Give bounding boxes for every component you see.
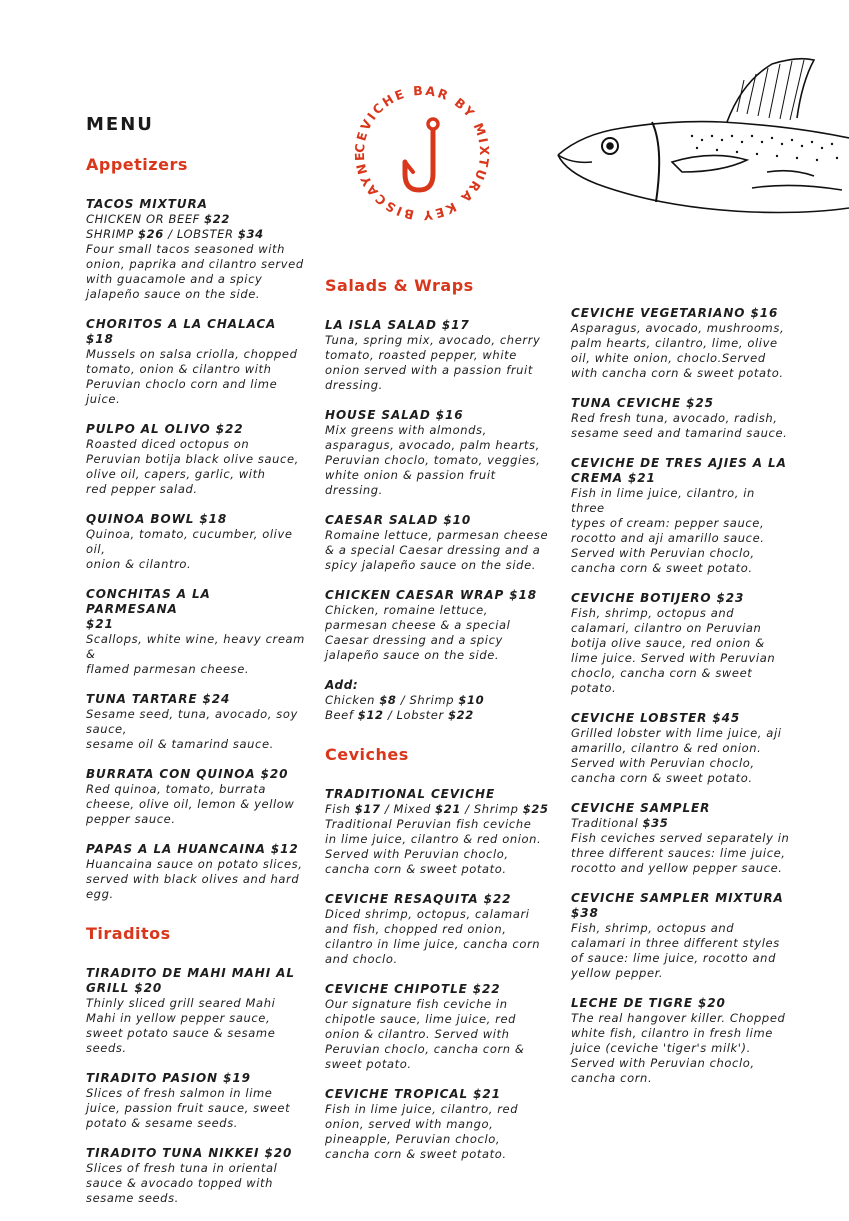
- item-desc: parmesan cheese & a special: [325, 618, 511, 632]
- item-desc: &: [86, 647, 96, 661]
- item-desc: onion, paprika and cilantro served: [86, 257, 304, 271]
- item-name: LA ISLA SALAD $17: [325, 318, 470, 332]
- menu-item: [325, 1087, 550, 1162]
- item-desc: cancha corn.: [571, 1071, 653, 1085]
- item-desc: and choclo.: [325, 952, 398, 966]
- item-desc: Four small tacos seasoned with: [86, 242, 286, 256]
- salads-heading: Salads & Wraps: [325, 276, 474, 295]
- item-name: TIRADITO DE MAHI MAHI AL: [86, 966, 295, 980]
- menu-item: [86, 587, 306, 677]
- item-desc: calamari, cilantro on Peruvian: [571, 621, 762, 635]
- item-desc: cancha corn & sweet potato.: [571, 561, 753, 575]
- tiraditos-heading: Tiraditos: [86, 924, 171, 943]
- menu-item-tacos-mixtura: [86, 197, 306, 302]
- item-desc: Red quinoa, tomato, burrata: [86, 782, 266, 796]
- add-label: Add:: [325, 678, 359, 692]
- menu-item: [86, 767, 306, 827]
- item-name: CEVICHE CHIPOTLE $22: [325, 982, 501, 996]
- item-name: CEVICHE DE TRES AJIES A LA: [571, 456, 787, 470]
- item-desc: Served with Peruvian choclo,: [325, 847, 509, 861]
- item-price-line: Fish $17 / Mixed $21 / Shrimp $25: [325, 802, 549, 816]
- svg-text:CEVICHE BAR BY MIXTURA KEY BIS: [352, 83, 492, 223]
- item-desc: Mussels on salsa criolla, chopped: [86, 347, 298, 361]
- item-desc: Scallops, white wine, heavy cream: [86, 632, 305, 646]
- fish-hook-icon: [405, 119, 438, 190]
- menu-item: [571, 801, 791, 876]
- item-desc: Served with Peruvian choclo,: [571, 756, 755, 770]
- item-desc: juice.: [86, 392, 121, 406]
- item-desc: Tuna, spring mix, avocado, cherry: [325, 333, 541, 347]
- item-desc: red pepper salad.: [86, 482, 198, 496]
- item-name: PAPAS A LA HUANCAINA $12: [86, 842, 299, 856]
- item-desc: Traditional Peruvian fish ceviche: [325, 817, 532, 831]
- item-name: CEVICHE SAMPLER MIXTURA: [571, 891, 784, 905]
- item-desc: Roasted diced octopus on: [86, 437, 250, 451]
- item-price-line: CHICKEN OR BEEF $22: [86, 212, 230, 226]
- item-desc: juice (ceviche 'tiger's milk').: [571, 1041, 751, 1055]
- item-desc: with guacamole and a spicy: [86, 272, 263, 286]
- item-desc: cancha corn & sweet potato.: [571, 771, 753, 785]
- item-desc: Served with Peruvian choclo,: [571, 1056, 755, 1070]
- item-desc: Huancaina sauce on potato slices,: [86, 857, 303, 871]
- menu-item: [325, 892, 550, 967]
- item-desc: amarillo, cilantro & red onion.: [571, 741, 762, 755]
- column-right: [571, 306, 791, 1101]
- item-desc: rocotto and yellow pepper sauce.: [571, 861, 783, 875]
- item-desc: cilantro in lime juice, cancha corn: [325, 937, 541, 951]
- item-name: TRADITIONAL CEVICHE: [325, 787, 496, 801]
- item-desc: juice, passion fruit sauce, sweet: [86, 1101, 291, 1115]
- item-desc: Diced shrimp, octopus, calamari: [325, 907, 530, 921]
- item-desc: white fish, cilantro in fresh lime: [571, 1026, 773, 1040]
- item-price-line: SHRIMP $26 / LOBSTER $34: [86, 227, 264, 241]
- add-line: Chicken $8 / Shrimp $10: [325, 693, 485, 707]
- item-desc: pepper sauce.: [86, 812, 176, 826]
- item-desc: Romaine lettuce, parmesan cheese: [325, 528, 549, 542]
- item-desc: potato & sesame seeds.: [86, 1116, 239, 1130]
- item-desc: with cancha corn & sweet potato.: [571, 366, 784, 380]
- item-desc: Quinoa, tomato, cucumber, olive: [86, 527, 293, 541]
- item-desc: sesame seeds.: [86, 1191, 179, 1205]
- item-desc: of sauce: lime juice, rocotto and: [571, 951, 776, 965]
- column-left: [86, 155, 306, 1221]
- item-desc: and fish, chopped red onion,: [325, 922, 507, 936]
- item-name: CHORITOS A LA CHALACA $18: [86, 317, 277, 346]
- item-desc: cancha corn & sweet potato.: [325, 1147, 507, 1161]
- item-name: CEVICHE RESAQUITA $22: [325, 892, 512, 906]
- menu-item: [325, 513, 550, 573]
- item-desc: & a special Caesar dressing and a: [325, 543, 541, 557]
- item-desc: Slices of fresh salmon in lime: [86, 1086, 273, 1100]
- item-desc: Peruvian choclo, cancha corn &: [325, 1042, 525, 1056]
- item-desc: chipotle sauce, lime juice, red: [325, 1012, 517, 1026]
- item-desc: spicy jalapeño sauce on the side.: [325, 558, 537, 572]
- item-desc: types of cream: pepper sauce,: [571, 516, 765, 530]
- item-desc: Asparagus, avocado, mushrooms,: [571, 321, 785, 335]
- item-desc: Thinly sliced grill seared Mahi: [86, 996, 276, 1010]
- item-desc: oil, white onion, choclo.Served: [571, 351, 766, 365]
- appetizers-heading: Appetizers: [86, 155, 188, 174]
- menu-item: [86, 966, 306, 1056]
- item-desc: dressing.: [325, 483, 383, 497]
- item-desc: sweet potato sauce & sesame: [86, 1026, 276, 1040]
- item-desc: Peruvian botija black olive sauce,: [86, 452, 299, 466]
- item-desc: sesame seed and tamarind sauce.: [571, 426, 788, 440]
- item-desc: egg.: [86, 887, 114, 901]
- item-desc: seeds.: [86, 1041, 127, 1055]
- menu-item: [571, 891, 791, 981]
- item-name: GRILL $20: [86, 981, 163, 995]
- item-desc: white onion & passion fruit: [325, 468, 496, 482]
- menu-item: [86, 512, 306, 572]
- menu-item: [571, 996, 791, 1086]
- item-desc: choclo, cancha corn & sweet: [571, 666, 753, 680]
- item-desc: Fish, shrimp, octopus and: [571, 921, 735, 935]
- item-desc: tomato, onion & cilantro with: [86, 362, 272, 376]
- menu-item: [325, 982, 550, 1072]
- column-middle: [325, 276, 550, 1177]
- menu-item: [571, 711, 791, 786]
- item-name: $38: [571, 906, 599, 920]
- item-name: TUNA CEVICHE $25: [571, 396, 714, 410]
- item-desc: Fish ceviches served separately in: [571, 831, 790, 845]
- item-desc: Served with Peruvian choclo,: [571, 546, 755, 560]
- item-desc: Chicken, romaine lettuce,: [325, 603, 489, 617]
- add-ons: [325, 678, 550, 723]
- item-desc: in lime juice, cilantro & red onion.: [325, 832, 542, 846]
- item-desc: Fish in lime juice, cilantro, red: [325, 1102, 519, 1116]
- item-name: CEVICHE LOBSTER $45: [571, 711, 741, 725]
- item-desc: olive oil, capers, garlic, with: [86, 467, 266, 481]
- item-desc: Caesar dressing and a spicy: [325, 633, 503, 647]
- fish-illustration: [552, 52, 849, 222]
- item-desc: sesame oil & tamarind sauce.: [86, 737, 274, 751]
- item-desc: palm hearts, cilantro, lime, olive: [571, 336, 778, 350]
- item-desc: onion & cilantro.: [86, 557, 192, 571]
- menu-item: [86, 422, 306, 497]
- item-name: CHICKEN CAESAR WRAP $18: [325, 588, 537, 602]
- item-desc: cheese, olive oil, lemon & yellow: [86, 797, 295, 811]
- item-name: PULPO AL OLIVO $22: [86, 422, 244, 436]
- item-desc: flamed parmesan cheese.: [86, 662, 250, 676]
- item-desc: botija olive sauce, red onion &: [571, 636, 765, 650]
- item-desc: Fish in lime juice, cilantro, in three: [571, 486, 755, 515]
- item-name: $21: [86, 617, 114, 631]
- ceviches-heading: Ceviches: [325, 745, 409, 764]
- item-desc: pineapple, Peruvian choclo,: [325, 1132, 501, 1146]
- item-name: CEVICHE BOTIJERO $23: [571, 591, 745, 605]
- item-desc: lime juice. Served with Peruvian: [571, 651, 776, 665]
- item-name: TIRADITO TUNA NIKKEI $20: [86, 1146, 293, 1160]
- item-desc: sauce & avocado topped with: [86, 1176, 274, 1190]
- item-desc: Red fresh tuna, avocado, radish,: [571, 411, 778, 425]
- item-desc: The real hangover killer. Chopped: [571, 1011, 786, 1025]
- menu-item: [325, 318, 550, 393]
- menu-item: [86, 1146, 306, 1206]
- menu-item: [86, 842, 306, 902]
- item-desc: yellow pepper.: [571, 966, 664, 980]
- menu-item: [571, 591, 791, 696]
- menu-item: [571, 456, 791, 576]
- item-desc: Mahi in yellow pepper sauce,: [86, 1011, 271, 1025]
- item-desc: Peruvian choclo corn and lime: [86, 377, 278, 391]
- logo: [347, 78, 497, 228]
- item-desc: onion, served with mango,: [325, 1117, 494, 1131]
- item-desc: asparagus, avocado, palm hearts,: [325, 438, 540, 452]
- item-desc: tomato, roasted pepper, white: [325, 348, 517, 362]
- item-desc: oil,: [86, 542, 106, 556]
- item-desc: sauce,: [86, 722, 127, 736]
- item-desc: Slices of fresh tuna in oriental: [86, 1161, 278, 1175]
- item-name: CONCHITAS A LA PARMESANA: [86, 587, 211, 616]
- item-desc: Mix greens with almonds,: [325, 423, 487, 437]
- menu-item: [325, 408, 550, 498]
- item-desc: jalapeño sauce on the side.: [325, 648, 500, 662]
- item-name: TACOS MIXTURA: [86, 197, 208, 211]
- item-name: TUNA TARTARE $24: [86, 692, 231, 706]
- menu-item: [86, 692, 306, 752]
- item-name: QUINOA BOWL $18: [86, 512, 228, 526]
- item-desc: Peruvian choclo, tomato, veggies,: [325, 453, 541, 467]
- logo-text: CEVICHE BAR BY MIXTURA KEY BISCAYNE: [351, 82, 493, 224]
- item-desc: onion served with a passion fruit: [325, 363, 533, 377]
- item-name: CEVICHE SAMPLER: [571, 801, 711, 815]
- item-desc: onion & cilantro. Served with: [325, 1027, 510, 1041]
- add-line: Beef $12 / Lobster $22: [325, 708, 474, 722]
- item-name: BURRATA CON QUINOA $20: [86, 767, 289, 781]
- item-name: HOUSE SALAD $16: [325, 408, 464, 422]
- item-name: CAESAR SALAD $10: [325, 513, 472, 527]
- menu-item: [86, 1071, 306, 1131]
- item-desc: calamari in three different styles: [571, 936, 780, 950]
- item-price-line: Traditional $35: [571, 816, 669, 830]
- item-desc: sweet potato.: [325, 1057, 412, 1071]
- item-desc: Grilled lobster with lime juice, aji: [571, 726, 782, 740]
- item-desc: dressing.: [325, 378, 383, 392]
- item-desc: Fish, shrimp, octopus and: [571, 606, 735, 620]
- menu-title: MENU: [86, 114, 154, 135]
- item-desc: cancha corn & sweet potato.: [325, 862, 507, 876]
- item-name: LECHE DE TIGRE $20: [571, 996, 726, 1010]
- item-desc: jalapeño sauce on the side.: [86, 287, 261, 301]
- menu-item: [86, 317, 306, 407]
- item-desc: served with black olives and hard: [86, 872, 300, 886]
- menu-item: [571, 306, 791, 381]
- item-desc: three different sauces: lime juice,: [571, 846, 786, 860]
- item-desc: rocotto and aji amarillo sauce.: [571, 531, 765, 545]
- item-name: CEVICHE VEGETARIANO $16: [571, 306, 779, 320]
- item-name: CREMA $21: [571, 471, 656, 485]
- menu-item: [571, 396, 791, 441]
- item-desc: potato.: [571, 681, 617, 695]
- item-desc: Sesame seed, tuna, avocado, soy: [86, 707, 298, 721]
- menu-item: [325, 588, 550, 663]
- item-name: CEVICHE TROPICAL $21: [325, 1087, 501, 1101]
- menu-item: [325, 787, 550, 877]
- item-desc: Our signature fish ceviche in: [325, 997, 508, 1011]
- item-name: TIRADITO PASION $19: [86, 1071, 251, 1085]
